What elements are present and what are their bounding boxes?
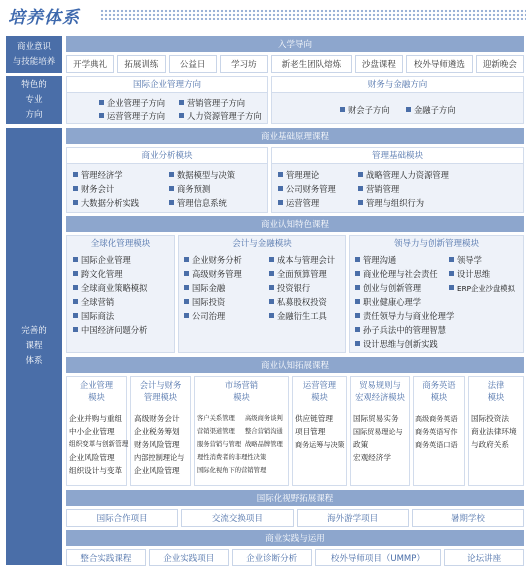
- bullet-square-icon: [73, 186, 78, 191]
- bullet-square-icon: [184, 257, 189, 262]
- bullet-square-icon: [73, 327, 78, 332]
- expansion-course: 组织变革与创新管理: [69, 440, 129, 448]
- expansion-course: 营销渠道管理: [197, 428, 235, 435]
- expansion-course: 整合营销沟通: [245, 428, 283, 435]
- course-item: 国际企业管理: [73, 255, 131, 266]
- module-accounting-finance: [178, 235, 346, 353]
- entry-activity: 校外导师遴选: [406, 55, 473, 73]
- expansion-col-head: 贸易规则与 宏观经济模块: [355, 380, 405, 402]
- bullet-square-icon: [355, 285, 360, 290]
- bullet-square-icon: [355, 327, 360, 332]
- entry-activity: 公益日: [169, 55, 217, 73]
- practice-item: 企业实践项目: [149, 549, 229, 566]
- expansion-col-marketing: [194, 376, 289, 486]
- module-business-analysis-title: 商业分析模块: [67, 148, 267, 164]
- course-item: 创业与创新管理: [355, 283, 421, 294]
- expansion-col-enterprise: [66, 376, 127, 486]
- practice-item: 论坛讲座: [444, 549, 524, 566]
- expansion-course: 高级商务英语: [415, 414, 458, 423]
- bullet-square-icon: [184, 313, 189, 318]
- bullet-square-icon: [358, 200, 363, 205]
- course-item: 私募股权投资: [269, 297, 327, 308]
- course-item: 全球商业策略模拟: [73, 283, 147, 294]
- expansion-course: 商业法律环境: [471, 427, 517, 436]
- international-item: 国际合作项目: [66, 509, 178, 527]
- basic-band: 商业基础原理课程: [66, 128, 524, 144]
- entry-activities-row: [66, 55, 524, 73]
- bullet-square-icon: [269, 257, 274, 262]
- direction-international-management: [66, 76, 268, 124]
- module-globalization-title: 全球化管理模块: [90, 239, 151, 249]
- expansion-col-trade: [350, 376, 410, 486]
- expansion-col-head: 企业管理 模块: [79, 380, 114, 402]
- course-item: 管理与组织行为: [358, 198, 424, 209]
- expansion-col-operations: [292, 376, 347, 486]
- bullet-square-icon: [355, 271, 360, 276]
- course-item: 设计思维与创新实践: [355, 339, 438, 350]
- expansion-col-head: 会计与财务 管理模块: [139, 380, 182, 402]
- direction-item: 运营管理子方向: [99, 111, 165, 122]
- expansion-col-head: 商务英语 模块: [422, 380, 456, 402]
- module-globalization: [66, 235, 175, 353]
- bullet-square-icon: [278, 200, 283, 205]
- course-item: 管理理论: [278, 170, 319, 181]
- bullet-square-icon: [355, 341, 360, 346]
- practice-item: 整合实践课程: [66, 549, 146, 566]
- course-item: 大数据分析实践: [73, 198, 139, 209]
- expansion-col-accounting: [130, 376, 191, 486]
- label-major-directions-text: 特色的 专业 方向: [21, 79, 47, 120]
- direction-item: 金融子方向: [406, 105, 456, 116]
- module-leadership-innovation: [349, 235, 524, 353]
- expansion-course: 财务风险管理: [134, 440, 180, 449]
- bullet-square-icon: [355, 299, 360, 304]
- practice-item: 校外导师项目（UMMP）: [315, 549, 442, 566]
- expansion-course: 与政府关系: [471, 440, 509, 449]
- entry-activity: 学习坊: [220, 55, 268, 73]
- title-row: [8, 3, 526, 29]
- bullet-square-icon: [355, 313, 360, 318]
- title-dot-decoration: [100, 9, 526, 20]
- bullet-square-icon: [179, 113, 184, 118]
- expansion-course: 企业风险管理: [69, 453, 115, 462]
- label-curriculum-system-text: 完善的 课程 体系: [21, 326, 47, 366]
- expansion-course: 内部控制理论与: [134, 453, 185, 462]
- module-management-basics: [271, 147, 524, 213]
- expansion-course: 组织设计与变革: [69, 466, 123, 475]
- entry-activity: 新老生团队熔炼: [271, 55, 352, 73]
- course-item: 管理沟通: [355, 255, 396, 266]
- module-accounting-finance-title: 会计与金融模块: [232, 239, 292, 249]
- bullet-square-icon: [73, 257, 78, 262]
- bullet-square-icon: [184, 285, 189, 290]
- course-item: 孙子兵法中的管理智慧: [355, 325, 446, 336]
- course-item: 营销管理: [358, 184, 399, 195]
- bullet-square-icon: [449, 285, 454, 290]
- course-item: 管理经济学: [73, 170, 123, 181]
- expansion-course: 政策: [353, 440, 369, 449]
- expansion-col-english: [413, 376, 465, 486]
- expansion-course: 战略品牌管理: [245, 441, 283, 448]
- bullet-square-icon: [449, 257, 454, 262]
- course-item: 企业财务分析: [184, 255, 242, 266]
- expansion-course: 商务英语口语: [415, 440, 458, 449]
- course-item: 责任领导力与商业伦理学: [355, 311, 454, 322]
- bullet-square-icon: [269, 285, 274, 290]
- direction-finance: [271, 76, 524, 124]
- expansion-course: 企业税务筹划: [134, 427, 180, 436]
- expansion-course: 项目管理: [295, 427, 326, 436]
- expansion-col-head: 运营管理 模块: [302, 380, 337, 402]
- practice-item: 企业诊断分析: [232, 549, 312, 566]
- entry-activity: 开学典礼: [66, 55, 114, 73]
- expansion-col-law: [468, 376, 524, 486]
- course-item: 中国经济问题分析: [73, 325, 147, 336]
- course-item: 全球营销: [73, 297, 114, 308]
- course-item: 管理信息系统: [169, 198, 227, 209]
- expansion-course: 高级财务会计: [134, 414, 180, 423]
- course-item: 成本与管理会计: [269, 255, 335, 266]
- bullet-square-icon: [184, 299, 189, 304]
- direction-finance-title: 财务与金融方向: [272, 77, 523, 93]
- bullet-square-icon: [278, 172, 283, 177]
- bullet-square-icon: [449, 271, 454, 276]
- international-row: [66, 509, 524, 527]
- direction-item: 财会子方向: [340, 105, 390, 116]
- expansion-course: 国际投资法: [471, 414, 509, 423]
- feature-band: 商业认知特色课程: [66, 216, 524, 232]
- label-business-awareness: [6, 36, 62, 73]
- course-item: 运营管理: [278, 198, 319, 209]
- expansion-course: 商务英语写作: [415, 427, 458, 436]
- expansion-course: 国际化视角下的营销管理: [197, 467, 267, 474]
- bullet-square-icon: [73, 200, 78, 205]
- course-item: 领导学: [449, 255, 482, 266]
- course-item: 设计思维: [449, 269, 490, 280]
- course-item: 数据模型与决策: [169, 170, 235, 181]
- direction-item: 人力资源管理子方向: [179, 111, 262, 122]
- international-item: 暑期学校: [412, 509, 524, 527]
- bullet-square-icon: [358, 186, 363, 191]
- bullet-square-icon: [179, 100, 184, 105]
- label-major-directions: [6, 76, 62, 124]
- expansion-course: 高级商务谈判: [245, 415, 283, 422]
- bullet-square-icon: [355, 257, 360, 262]
- course-item: ERP企业沙盘模拟: [449, 283, 515, 294]
- bullet-square-icon: [99, 100, 104, 105]
- expansion-course: 商务运筹与决策: [295, 440, 345, 449]
- course-item: 国际商法: [73, 311, 114, 322]
- expansion-course: 企业风险管理: [134, 466, 180, 475]
- expansion-col-head: 市场营销 模块: [224, 380, 259, 402]
- bullet-square-icon: [73, 172, 78, 177]
- entry-band: 入学导向: [66, 36, 524, 52]
- course-item: 职业健康心理学: [355, 297, 421, 308]
- international-item: 海外游学项目: [297, 509, 409, 527]
- expansion-course: 中小企业管理: [69, 427, 115, 436]
- bullet-square-icon: [99, 113, 104, 118]
- course-item: 公司财务管理: [278, 184, 336, 195]
- course-item: 高级财务管理: [184, 269, 242, 280]
- course-item: 投资银行: [269, 283, 310, 294]
- course-item: 跨文化管理: [73, 269, 123, 280]
- international-item: 交流交换项目: [181, 509, 293, 527]
- bullet-square-icon: [358, 172, 363, 177]
- entry-activity: 沙盘课程: [355, 55, 403, 73]
- course-item: 战略管理人力资源管理: [358, 170, 449, 181]
- expansion-course: 客户关系管理: [197, 415, 235, 422]
- expansion-course: 国际贸易理论与: [353, 427, 403, 436]
- entry-activity: 拓展训练: [117, 55, 165, 73]
- expansion-col-head: 法律 模块: [487, 380, 505, 402]
- module-management-basics-title: 管理基础模块: [272, 148, 523, 164]
- international-band: 国际化视野拓展课程: [66, 490, 524, 506]
- direction-item: 营销管理子方向: [179, 98, 245, 109]
- direction-international-management-title: 国际企业管理方向: [67, 77, 267, 93]
- bullet-square-icon: [169, 186, 174, 191]
- bullet-square-icon: [184, 271, 189, 276]
- bullet-square-icon: [269, 299, 274, 304]
- expansion-course: 国际贸易实务: [353, 414, 399, 423]
- course-item: 公司治理: [184, 311, 225, 322]
- expansion-course: 宏观经济学: [353, 453, 391, 462]
- label-business-awareness-text: 商业意识 与技能培养: [12, 41, 56, 67]
- bullet-square-icon: [269, 271, 274, 276]
- bullet-square-icon: [269, 313, 274, 318]
- label-curriculum-system: [6, 128, 62, 565]
- expansion-course: 供应链管理: [295, 414, 333, 423]
- bullet-square-icon: [73, 313, 78, 318]
- bullet-square-icon: [73, 271, 78, 276]
- direction-item: 企业管理子方向: [99, 98, 165, 109]
- bullet-square-icon: [340, 107, 345, 112]
- practice-band: 商业实践与运用: [66, 530, 524, 546]
- entry-activity: 迎新晚会: [476, 55, 524, 73]
- module-business-analysis: [66, 147, 268, 213]
- course-item: 商务预测: [169, 184, 210, 195]
- practice-row: [66, 549, 524, 566]
- bullet-square-icon: [169, 172, 174, 177]
- course-item: 国际金融: [184, 283, 225, 294]
- expansion-course: 理性消费者的非理性决策: [197, 454, 267, 461]
- page-title: 培养体系: [8, 8, 80, 28]
- bullet-square-icon: [406, 107, 411, 112]
- bullet-square-icon: [73, 299, 78, 304]
- course-item: 金融衍生工具: [269, 311, 327, 322]
- expansion-course: 企业并购与重组: [69, 414, 123, 423]
- course-item: 全面预算管理: [269, 269, 327, 280]
- course-item: 商业伦理与社会责任: [355, 269, 438, 280]
- course-item: 国际投资: [184, 297, 225, 308]
- expansion-band: 商业认知拓展课程: [66, 357, 524, 373]
- expansion-course: 服务营销与管理: [197, 441, 242, 448]
- bullet-square-icon: [73, 285, 78, 290]
- bullet-square-icon: [278, 186, 283, 191]
- course-item: 财务会计: [73, 184, 114, 195]
- module-leadership-innovation-title: 领导力与创新管理模块: [393, 239, 479, 249]
- bullet-square-icon: [169, 200, 174, 205]
